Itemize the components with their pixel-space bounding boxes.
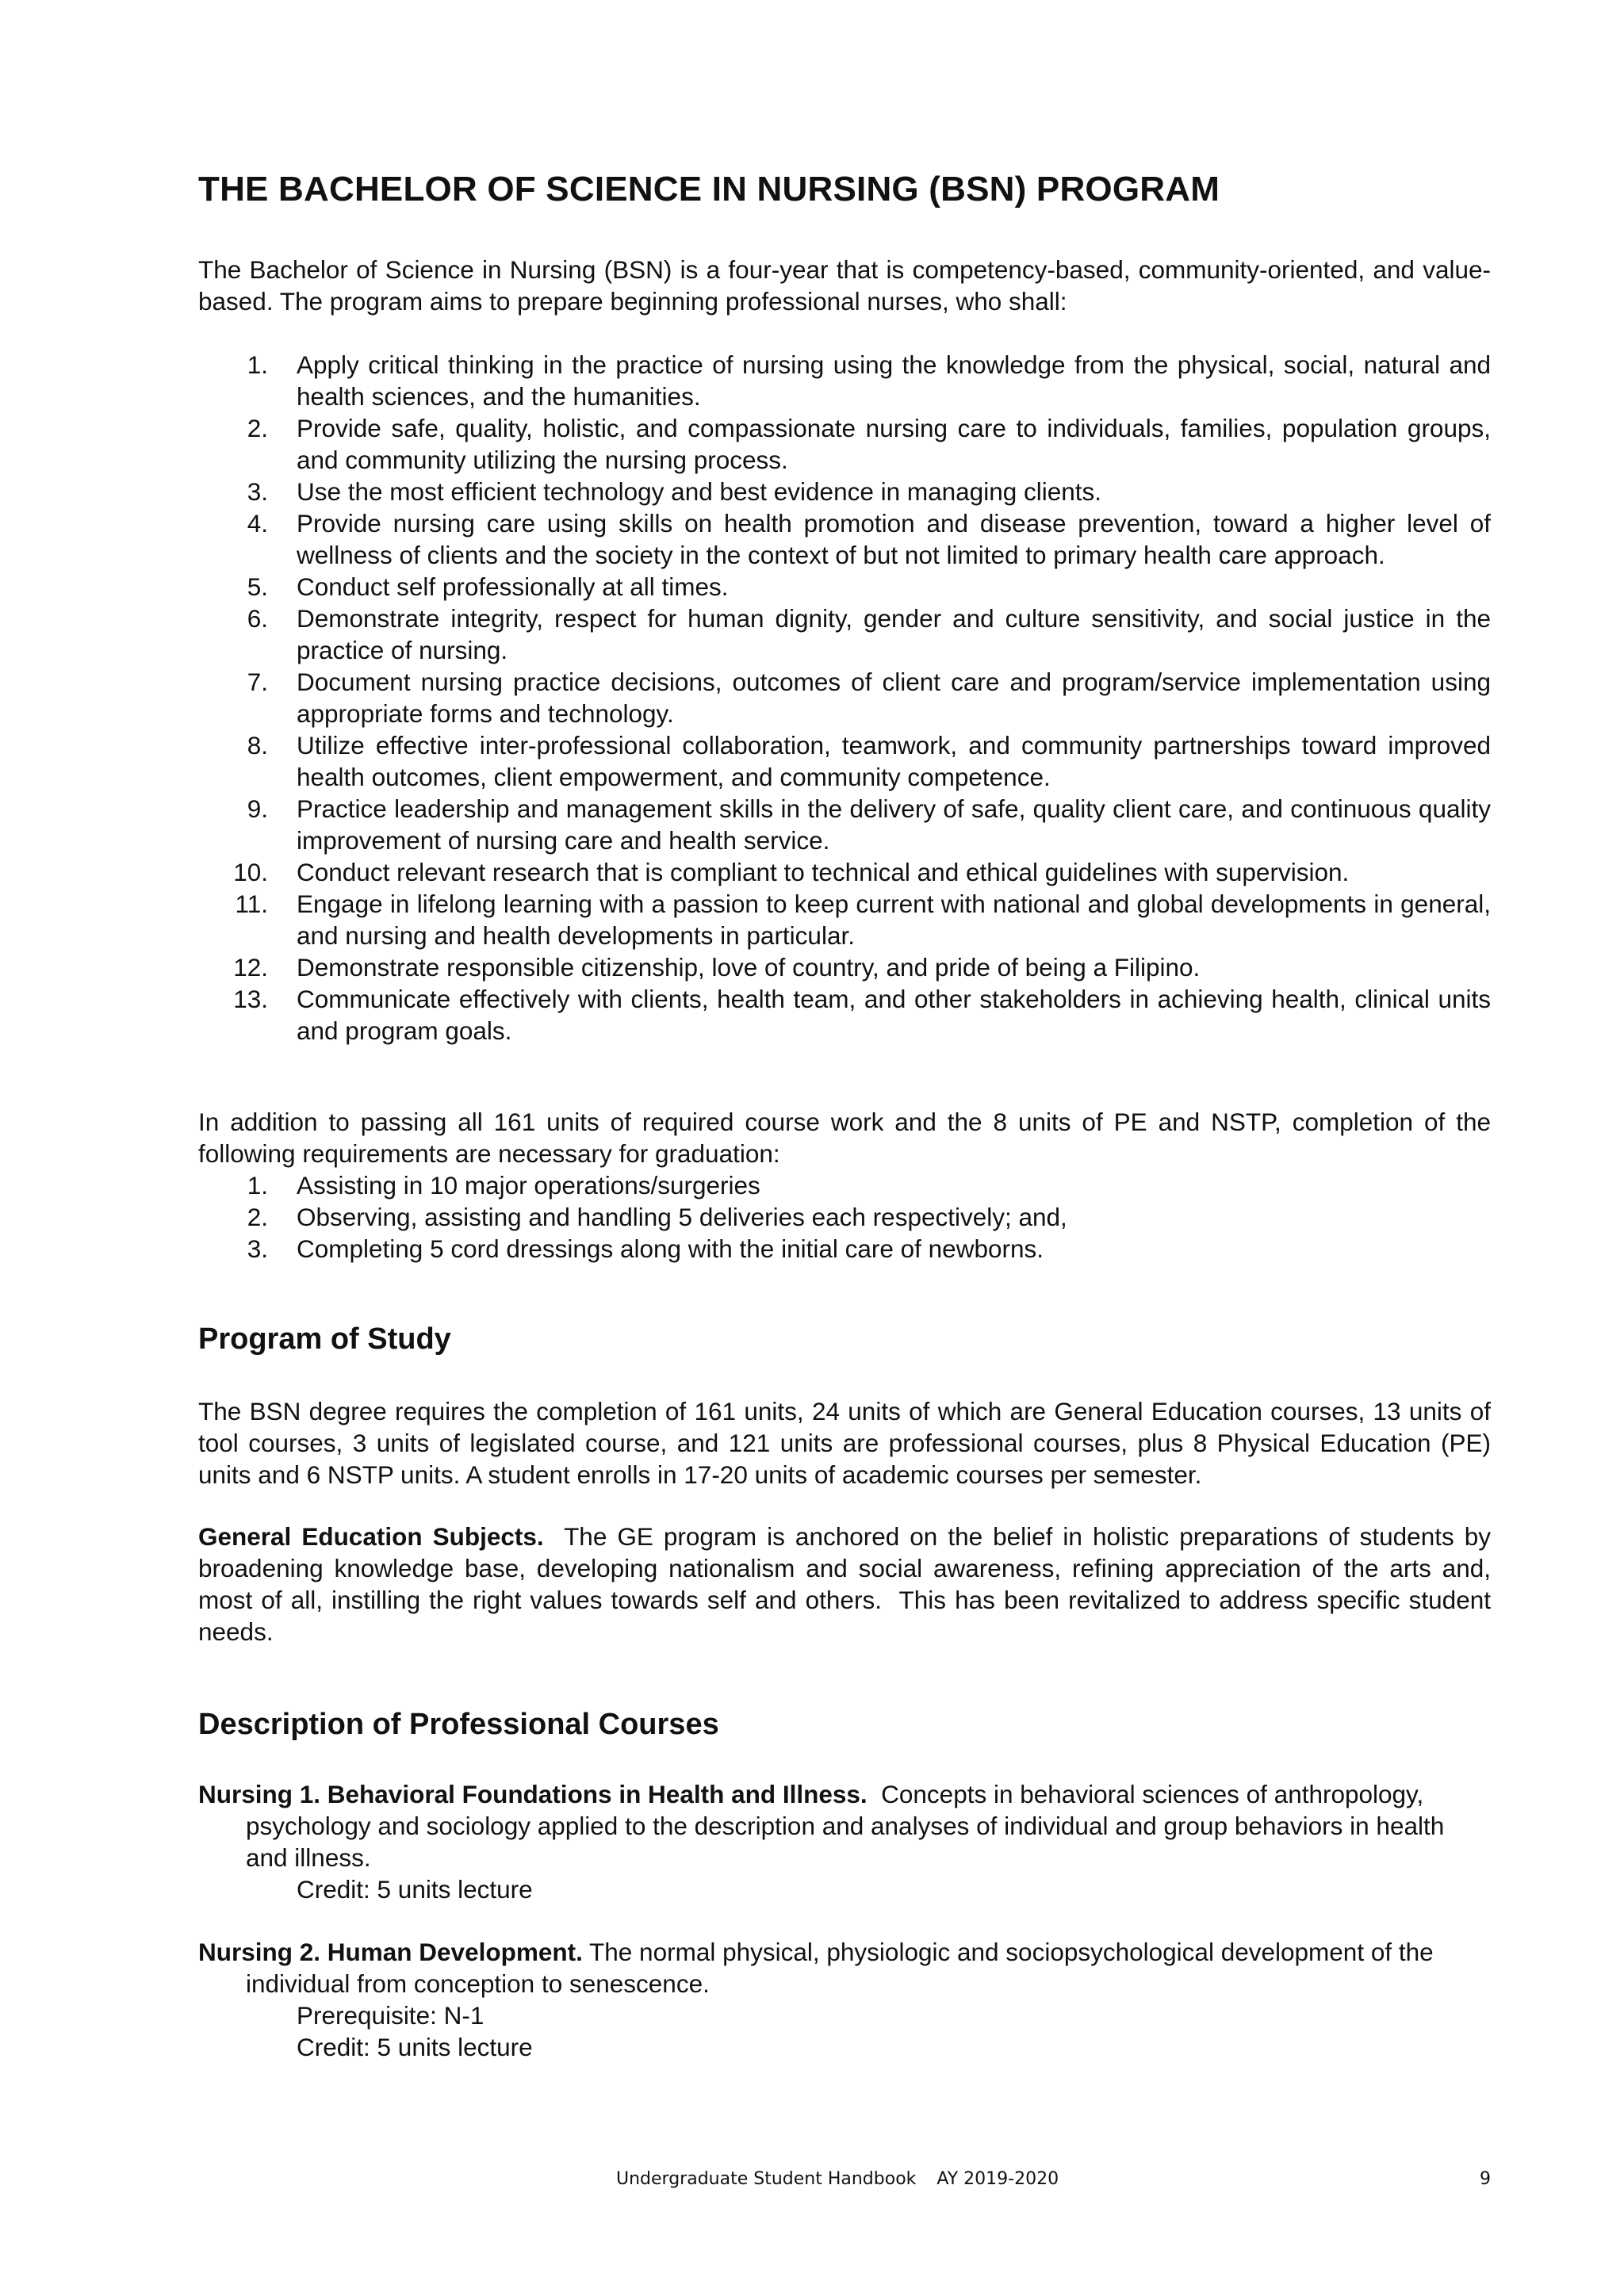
ge-label: General Education Subjects.: [198, 1522, 544, 1551]
program-goals-list: [198, 349, 1491, 1047]
course-description: Nursing 2. Human Development. The normal physical, physiologic and sociopsychological development of the individual from conception to senescence.: [198, 1938, 1441, 1998]
course-prerequisite: Prerequisite: N-1: [297, 2001, 485, 2030]
list-item: 9. Practice leadership and management skills in the delivery of safe, quality client care, and continuous quality improvement of nursing care and health service.: [247, 794, 1491, 855]
general-education-paragraph: [198, 1521, 1498, 1647]
course-entry-nursing-2: [198, 1936, 1491, 2063]
page-number: 9: [1480, 2169, 1491, 2189]
list-item: 11. Engage in lifelong learning with a passion to keep current with national and global developments in general, and nursing and health developments in particular.: [235, 890, 1491, 950]
list-item: 1. Assisting in 10 major operations/surgeries: [247, 1171, 760, 1200]
course-title: Nursing 1. Behavioral Foundations in Health and Illness.: [198, 1780, 868, 1808]
list-item: 12. Demonstrate responsible citizenship, love of country, and pride of being a Filipino.: [233, 953, 1201, 982]
graduation-requirements-intro: In addition to passing all 161 units of required course work and the 8 units of PE and NSTP, completion of the following requirements are necessary for graduation:: [198, 1108, 1491, 1168]
course-credit: Credit: 5 units lecture: [297, 2033, 533, 2061]
list-item: 2. Observing, assisting and handling 5 deliveries each respectively; and,: [247, 1203, 1067, 1231]
intro-paragraph: The Bachelor of Science in Nursing (BSN) is a four-year that is competency-based, community-oriented, and value-based. The program aims to prepare beginning professional nurses, who shall:: [198, 255, 1491, 316]
course-entry-nursing-1: [198, 1778, 1491, 1905]
list-item: 8. Utilize effective inter-professional collaboration, teamwork, and community partnerships toward improved health outcomes, client empowerment, and community competence.: [247, 731, 1491, 791]
program-of-study-heading: Program of Study: [198, 1322, 451, 1356]
list-item: 3. Completing 5 cord dressings along with the initial care of newborns.: [247, 1234, 1044, 1263]
list-item: 7. Document nursing practice decisions, outcomes of client care and program/service implementation using appropriate forms and technology.: [247, 668, 1491, 728]
course-description: Nursing 1. Behavioral Foundations in Health and Illness. Concepts in behavioral sciences of anthropology, psychology and sociology applied to the description and analyses of individual and group behaviors in health and illness.: [198, 1780, 1452, 1872]
list-item: 13. Communicate effectively with clients, health team, and other stakeholders in achieving health, clinical units and program goals.: [233, 985, 1491, 1045]
graduation-requirements-list: [198, 1169, 1491, 1265]
course-credit: Credit: 5 units lecture: [297, 1875, 533, 1904]
page-title: THE BACHELOR OF SCIENCE IN NURSING (BSN) PROGRAM: [198, 170, 1220, 209]
list-item: 5. Conduct self professionally at all times.: [247, 572, 729, 601]
professional-courses-heading: Description of Professional Courses: [198, 1708, 719, 1741]
list-item: 4. Provide nursing care using skills on health promotion and disease prevention, toward a higher level of wellness of clients and the society in the context of but not limited to primary health care approach.: [247, 509, 1491, 569]
course-title: Nursing 2. Human Development.: [198, 1938, 583, 1966]
list-item: 6. Demonstrate integrity, respect for human dignity, gender and culture sensitivity, and social justice in the practice of nursing.: [247, 604, 1491, 664]
list-item: 1. Apply critical thinking in the practice of nursing using the knowledge from the physical, social, natural and health sciences, and the humanities.: [247, 350, 1491, 411]
list-item: 3. Use the most efficient technology and best evidence in managing clients.: [247, 477, 1102, 506]
program-of-study-paragraph: The BSN degree requires the completion of 161 units, 24 units of which are General Education courses, 13 units of tool courses, 3 units of legislated course, and 121 units are professional courses, plus 8 Physical Education (PE) units and 6 NSTP units. A student enrolls in 17-20 units of academic courses per semester.: [198, 1397, 1491, 1489]
list-item: 2. Provide safe, quality, holistic, and compassionate nursing care to individuals, families, population groups, and community utilizing the nursing process.: [247, 414, 1491, 474]
footer-title: Undergraduate Student Handbook AY 2019-2020: [616, 2169, 1059, 2189]
ge-text: The GE program is anchored on the belief in holistic preparations of students by broadening knowledge base, developing nationalism and social awareness, refining appreciation of the arts and, most of all, instilling the right values towards self and others. This has been revitalized to address specific student needs.: [198, 1522, 1498, 1646]
list-item: 10. Conduct relevant research that is compliant to technical and ethical guidelines with supervision.: [233, 858, 1350, 886]
